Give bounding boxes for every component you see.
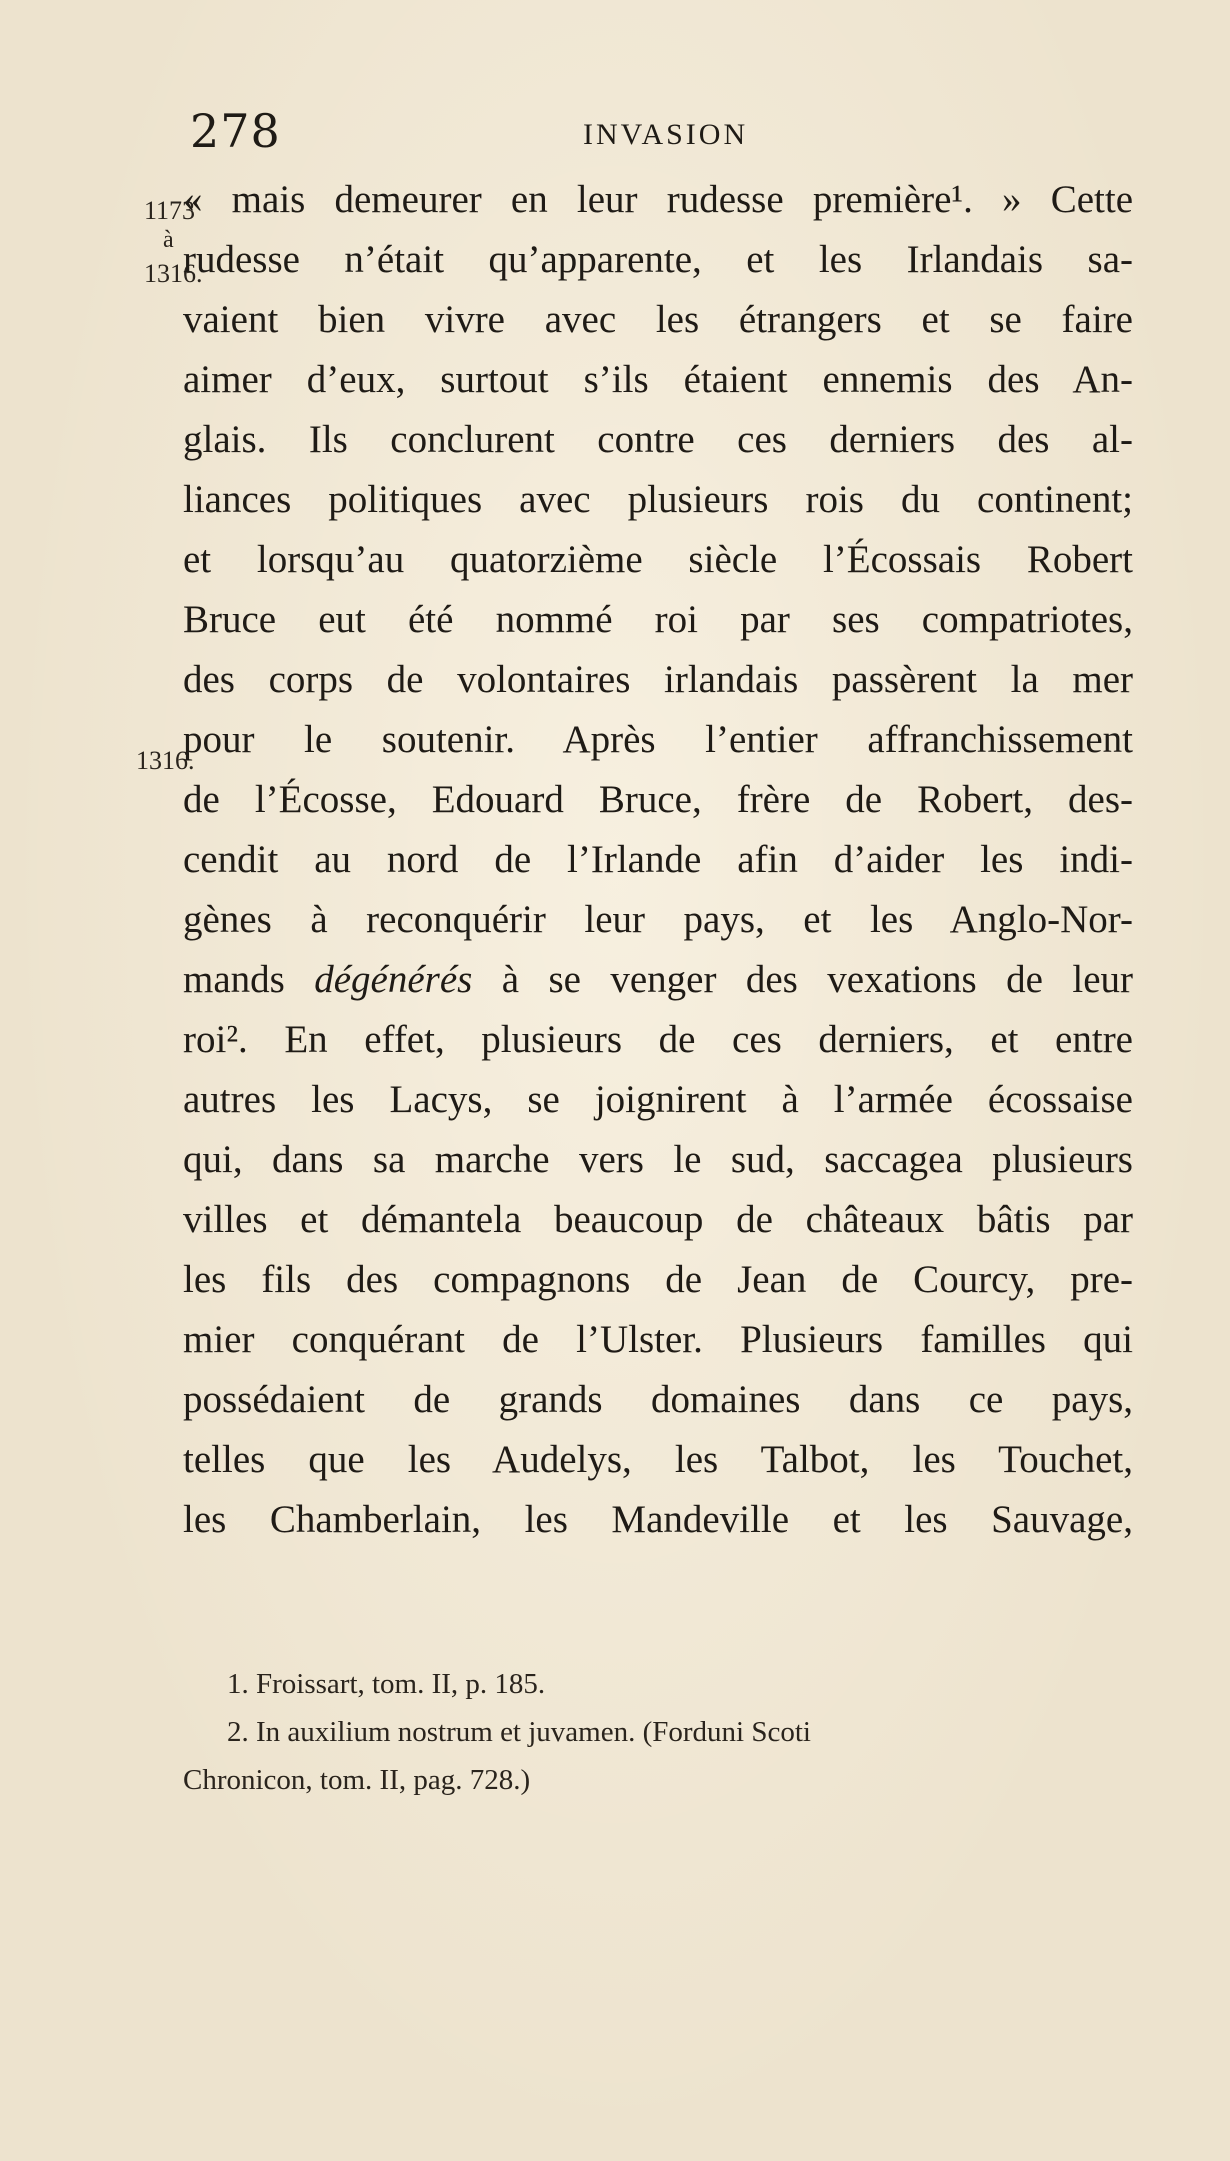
text-line: et lorsqu’au quatorzième siècle l’Écossais Robert: [183, 538, 1133, 581]
text-line: rudesse n’était qu’apparente, et les Irlandais sa-: [183, 238, 1133, 281]
text-line: cendit au nord de l’Irlande afin d’aider les indi-: [183, 838, 1133, 881]
footnote-2: 2. In auxilium nostrum et juvamen. (Forduni Scoti: [227, 1716, 811, 1748]
margin-date-second: 1316.: [136, 746, 195, 775]
text-line-with-italic: [183, 950, 1133, 1010]
text-line: « mais demeurer en leur rudesse première¹. » Cette: [183, 178, 1133, 221]
text-line: gènes à reconquérir leur pays, et les Anglo-Nor-: [183, 898, 1133, 941]
text-line: qui, dans sa marche vers le sud, saccagea plusieurs: [183, 1138, 1133, 1181]
italic-word: dégénérés: [314, 958, 473, 1001]
page-header: [0, 104, 1230, 164]
margin-date-a: à: [163, 227, 174, 253]
text-segment: mands: [183, 958, 315, 1001]
margin-date-end: 1316.: [144, 259, 203, 288]
page-number: 278: [190, 104, 281, 158]
text-line: autres les Lacys, se joignirent à l’armée écossaise: [183, 1078, 1133, 1121]
footnotes: [183, 1660, 1133, 1804]
text-line: vaient bien vivre avec les étrangers et se faire: [183, 298, 1133, 341]
footnote-1: 1. Froissart, tom. II, p. 185.: [227, 1668, 546, 1700]
text-line: roi². En effet, plusieurs de ces derniers, et entre: [183, 1018, 1133, 1061]
margin-date-start: 1173: [144, 196, 196, 225]
text-line: liances politiques avec plusieurs rois du continent;: [183, 478, 1133, 521]
text-line: pour le soutenir. Après l’entier affranchissement: [183, 718, 1133, 761]
running-head: INVASION: [583, 118, 749, 151]
text-segment: à se venger des vexations de leur: [472, 958, 1133, 1001]
text-line: telles que les Audelys, les Talbot, les Touchet,: [183, 1438, 1133, 1481]
text-line: possédaient de grands domaines dans ce pays,: [183, 1378, 1133, 1421]
text-line: les fils des compagnons de Jean de Courcy, pre-: [183, 1258, 1133, 1301]
text-line: les Chamberlain, les Mandeville et les Sauvage,: [183, 1498, 1133, 1541]
text-line: aimer d’eux, surtout s’ils étaient ennemis des An-: [183, 358, 1133, 401]
text-line: mier conquérant de l’Ulster. Plusieurs familles qui: [183, 1318, 1133, 1361]
text-line: glais. Ils conclurent contre ces derniers des al-: [183, 418, 1133, 461]
body-text: [183, 170, 1133, 1550]
text-line: villes et démantela beaucoup de châteaux bâtis par: [183, 1198, 1133, 1241]
footnote-2-continuation: Chronicon, tom. II, pag. 728.): [183, 1764, 531, 1796]
text-line: de l’Écosse, Edouard Bruce, frère de Robert, des-: [183, 778, 1133, 821]
text-line: Bruce eut été nommé roi par ses compatriotes,: [183, 598, 1133, 641]
text-line: des corps de volontaires irlandais passèrent la mer: [183, 658, 1133, 701]
